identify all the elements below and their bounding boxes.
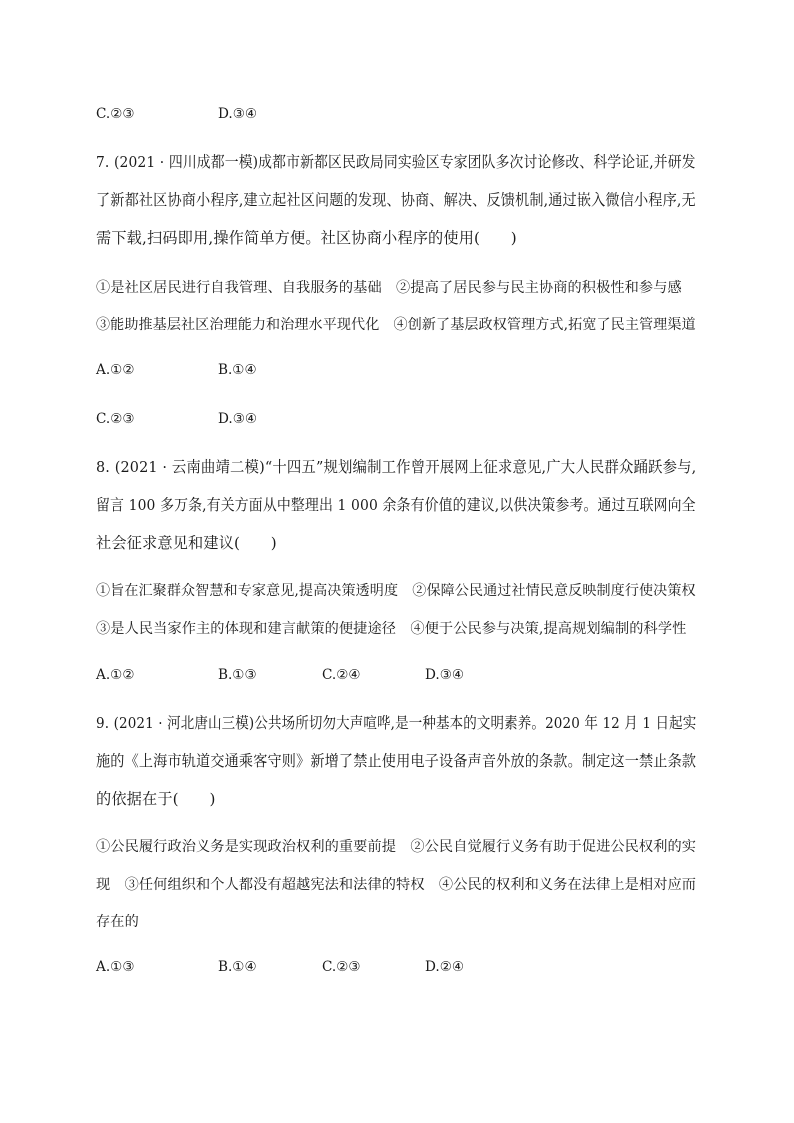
statement-line: ①是社区居民进行自我管理、自我服务的基础 ②提高了居民参与民主协商的积极性和参与感 bbox=[96, 280, 682, 296]
question-text-line: 9. (2021 · 河北唐山三模)公共场所切勿大声喧哗,是一种基本的文明素养。2020 年 12 月 1 日起实 bbox=[96, 714, 697, 732]
answer-option-b: B.①④ bbox=[218, 362, 257, 378]
answer-option-a: A.①③ bbox=[96, 959, 135, 975]
answer-option-b: B.①③ bbox=[218, 667, 257, 683]
statement-line: ③能助推基层社区治理能力和治理水平现代化 ④创新了基层政权管理方式,拓宽了民主管理渠道 bbox=[96, 317, 696, 333]
question-text-line: 留言 100 多万条,有关方面从中整理出 1 000 余条有价值的建议,以供决策参考。通过互联网向全 bbox=[96, 496, 696, 514]
question-text-line: 了新都社区协商小程序,建立起社区问题的发现、协商、解决、反馈机制,通过嵌入微信小程序,无 bbox=[96, 191, 696, 209]
question-text-line: 社会征求意见和建议( ) bbox=[96, 534, 277, 552]
question-text-line: 7. (2021 · 四川成都一模)成都市新都区民政局同实验区专家团队多次讨论修改、科学论证,并研发 bbox=[96, 153, 696, 171]
answer-option-d: D.②④ bbox=[425, 959, 465, 975]
statement-line: 现 ③任何组织和个人都没有超越宪法和法律的特权 ④公民的权利和义务在法律上是相对应而 bbox=[96, 877, 697, 893]
statement-line: ③是人民当家作主的体现和建言献策的便捷途径 ④便于公民参与决策,提高规划编制的科学性 bbox=[96, 621, 687, 637]
answer-option-a: A.①② bbox=[96, 667, 135, 683]
answer-option-c: C.②③ bbox=[322, 959, 361, 975]
question-text-line: 的依据在于( ) bbox=[96, 790, 216, 808]
statement-line: ①旨在汇聚群众智慧和专家意见,提高决策透明度 ②保障公民通过社情民意反映制度行使决策权 bbox=[96, 583, 696, 599]
answer-option-c: C.②③ bbox=[96, 106, 135, 122]
answer-option-d: D.③④ bbox=[218, 106, 258, 122]
answer-option-c: C.②③ bbox=[96, 411, 135, 427]
answer-option-b: B.①④ bbox=[218, 959, 257, 975]
statement-line: 存在的 bbox=[96, 914, 139, 930]
question-text-line: 8. (2021 · 云南曲靖二模)“十四五”规划编制工作曾开展网上征求意见,广大人民群众踊跃参与, bbox=[96, 458, 697, 476]
question-text-line: 施的《上海市轨道交通乘客守则》新增了禁止使用电子设备声音外放的条款。制定这一禁止条款 bbox=[96, 752, 697, 770]
answer-option-a: A.①② bbox=[96, 362, 135, 378]
answer-option-d: D.③④ bbox=[218, 411, 258, 427]
answer-option-c: C.②④ bbox=[322, 667, 361, 683]
statement-line: ①公民履行政治义务是实现政治权利的重要前提 ②公民自觉履行义务有助于促进公民权利的实 bbox=[96, 839, 697, 855]
answer-option-d: D.③④ bbox=[425, 667, 465, 683]
question-text-line: 需下载,扫码即用,操作简单方便。社区协商小程序的使用( ) bbox=[96, 229, 517, 247]
